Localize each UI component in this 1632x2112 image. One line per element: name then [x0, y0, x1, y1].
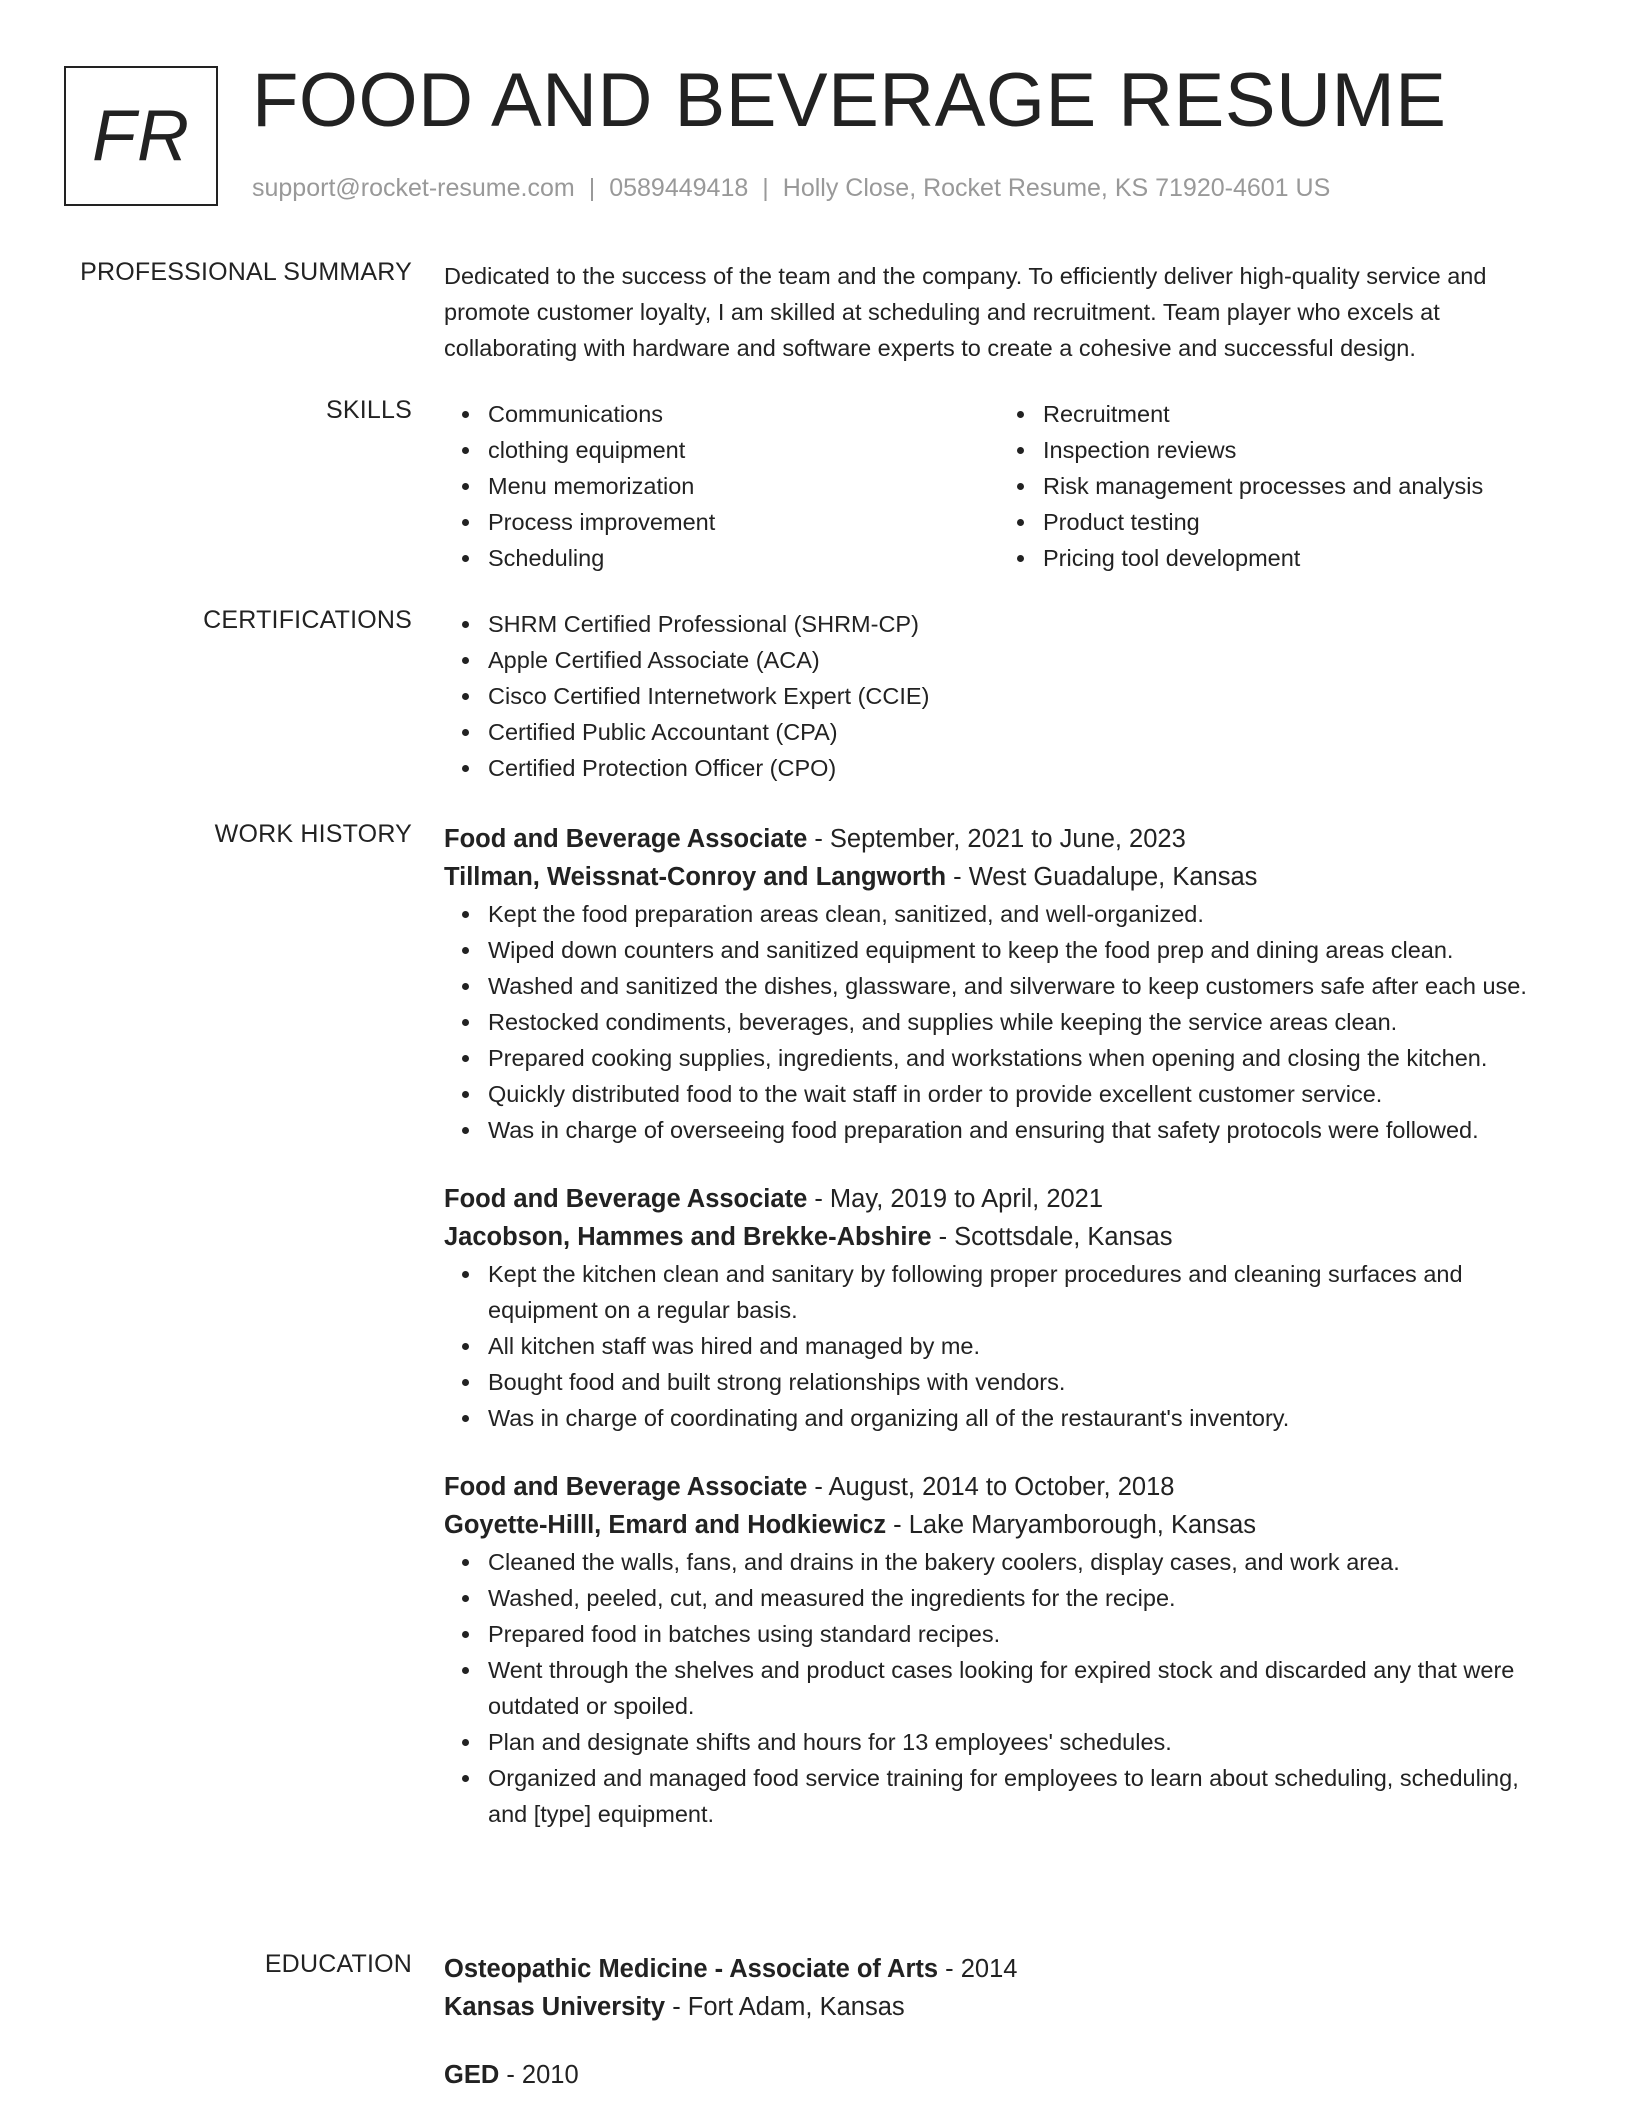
job-dates: - May, 2019 to April, 2021 [807, 1185, 1104, 1213]
job-duty: Bought food and built strong relationships with vendors. [488, 1364, 1554, 1400]
job-duty: Washed and sanitized the dishes, glassware, and silverware to keep customers safe after each use. [488, 968, 1554, 1004]
job-duty: Went through the shelves and product cases looking for expired stock and discarded any that were outdated or spoiled. [488, 1652, 1554, 1724]
job-company-line [444, 1506, 1554, 1544]
certifications-heading: CERTIFICATIONS [203, 606, 412, 634]
job-title: Food and Beverage Associate [444, 1473, 808, 1501]
job-duty: Cleaned the walls, fans, and drains in the bakery coolers, display cases, and work area. [488, 1544, 1554, 1580]
job-dates: - August, 2014 to October, 2018 [807, 1473, 1175, 1501]
contact-line [252, 174, 1330, 203]
job-duties-list [444, 1544, 1554, 1832]
job-dates: - September, 2021 to June, 2023 [807, 825, 1186, 853]
work-history-heading: WORK HISTORY [214, 820, 412, 848]
job-duty: Restocked condiments, beverages, and supplies while keeping the service areas clean. [488, 1004, 1554, 1040]
skill-item: Risk management processes and analysis [1043, 468, 1554, 504]
job-location: - Lake Maryamborough, Kansas [886, 1511, 1257, 1539]
contact-separator: | [588, 174, 596, 202]
degree-name: GED [444, 2061, 500, 2089]
degree-year: - 2010 [499, 2061, 579, 2089]
job-duty: Wiped down counters and sanitized equipment to keep the food prep and dining areas clean. [488, 932, 1554, 968]
summary-text: Dedicated to the success of the team and the company. To efficiently deliver high-quality service and promote customer loyalty, I am skilled at scheduling and recruitment. Team player who excels at collaborating with hardware and software experts to create a cohesive and successful design. [444, 263, 1487, 361]
job-company: Tillman, Weissnat-Conroy and Langworth [444, 863, 947, 891]
certifications-body [444, 606, 1554, 786]
education-entry [444, 2056, 1554, 2094]
school-location: - Fort Adam, Kansas [665, 1993, 905, 2021]
skills-list-left [444, 396, 999, 576]
job-company-line [444, 1218, 1554, 1256]
certification-item: SHRM Certified Professional (SHRM-CP) [488, 606, 1554, 642]
job-entry [444, 1468, 1554, 1832]
job-duty: All kitchen staff was hired and managed by me. [488, 1328, 1554, 1364]
certification-item: Certified Public Accountant (CPA) [488, 714, 1554, 750]
job-duty: Plan and designate shifts and hours for 13 employees' schedules. [488, 1724, 1554, 1760]
skill-item: Scheduling [488, 540, 999, 576]
degree-line [444, 1950, 1554, 1988]
job-title-line [444, 1180, 1554, 1218]
skill-item: Menu memorization [488, 468, 999, 504]
skill-item: Product testing [1043, 504, 1554, 540]
job-duty: Was in charge of coordinating and organizing all of the restaurant's inventory. [488, 1400, 1554, 1436]
monogram-initials: FR [92, 96, 190, 176]
certifications-list [444, 606, 1554, 786]
degree-name: Osteopathic Medicine - Associate of Arts [444, 1955, 939, 1983]
job-duty: Kept the kitchen clean and sanitary by following proper procedures and cleaning surfaces and equipment on a regular basis. [488, 1256, 1554, 1328]
skill-item: Communications [488, 396, 999, 432]
skill-item: Recruitment [1043, 396, 1554, 432]
job-duty: Prepared cooking supplies, ingredients, and workstations when opening and closing the kitchen. [488, 1040, 1554, 1076]
degree-line [444, 2056, 1554, 2094]
resume-title: FOOD AND BEVERAGE RESUME [252, 58, 1447, 143]
monogram-box [64, 66, 218, 206]
job-entry [444, 820, 1554, 1148]
job-company-line [444, 858, 1554, 896]
work-history-body [444, 820, 1554, 1832]
certification-item: Certified Protection Officer (CPO) [488, 750, 1554, 786]
job-title-line [444, 1468, 1554, 1506]
education-heading: EDUCATION [264, 1950, 412, 1978]
skills-heading: SKILLS [326, 396, 412, 424]
skill-item: Process improvement [488, 504, 999, 540]
job-title: Food and Beverage Associate [444, 825, 808, 853]
contact-address: Holly Close, Rocket Resume, KS 71920-4601 US [782, 174, 1331, 202]
job-title-line [444, 820, 1554, 858]
job-company: Jacobson, Hammes and Brekke-Abshire [444, 1223, 932, 1251]
school-name: Kansas University [444, 1993, 666, 2021]
education-entry [444, 1950, 1554, 2026]
certification-item: Cisco Certified Internetwork Expert (CCIE) [488, 678, 1554, 714]
contact-separator: | [762, 174, 769, 202]
job-duty: Quickly distributed food to the wait staff in order to provide excellent customer service. [488, 1076, 1554, 1112]
skill-item: Inspection reviews [1043, 432, 1554, 468]
job-duty: Was in charge of overseeing food preparation and ensuring that safety protocols were followed. [488, 1112, 1554, 1148]
education-body [444, 1950, 1554, 2094]
job-duty: Prepared food in batches using standard recipes. [488, 1616, 1554, 1652]
job-title: Food and Beverage Associate [444, 1185, 808, 1213]
school-line [444, 1988, 1554, 2026]
job-company: Goyette-Hilll, Emard and Hodkiewicz [444, 1511, 887, 1539]
job-duty: Kept the food preparation areas clean, sanitized, and well-organized. [488, 896, 1554, 932]
skills-list-right [999, 396, 1554, 576]
skills-grid [444, 396, 1554, 576]
skill-item: Pricing tool development [1043, 540, 1554, 576]
job-duties-list [444, 896, 1554, 1148]
contact-email: support@rocket-resume.com [252, 174, 575, 202]
summary-heading: PROFESSIONAL SUMMARY [80, 258, 412, 286]
job-entry [444, 1180, 1554, 1436]
contact-phone: 0589449418 [609, 174, 749, 202]
job-duty: Washed, peeled, cut, and measured the ingredients for the recipe. [488, 1580, 1554, 1616]
job-duty: Organized and managed food service training for employees to learn about scheduling, scheduling, and [type] equipment. [488, 1760, 1554, 1832]
degree-year: - 2014 [938, 1955, 1018, 1983]
certification-item: Apple Certified Associate (ACA) [488, 642, 1554, 678]
job-location: - Scottsdale, Kansas [931, 1223, 1173, 1251]
skills-body [444, 396, 1554, 576]
job-location: - West Guadalupe, Kansas [946, 863, 1258, 891]
job-duties-list [444, 1256, 1554, 1436]
skill-item: clothing equipment [488, 432, 999, 468]
